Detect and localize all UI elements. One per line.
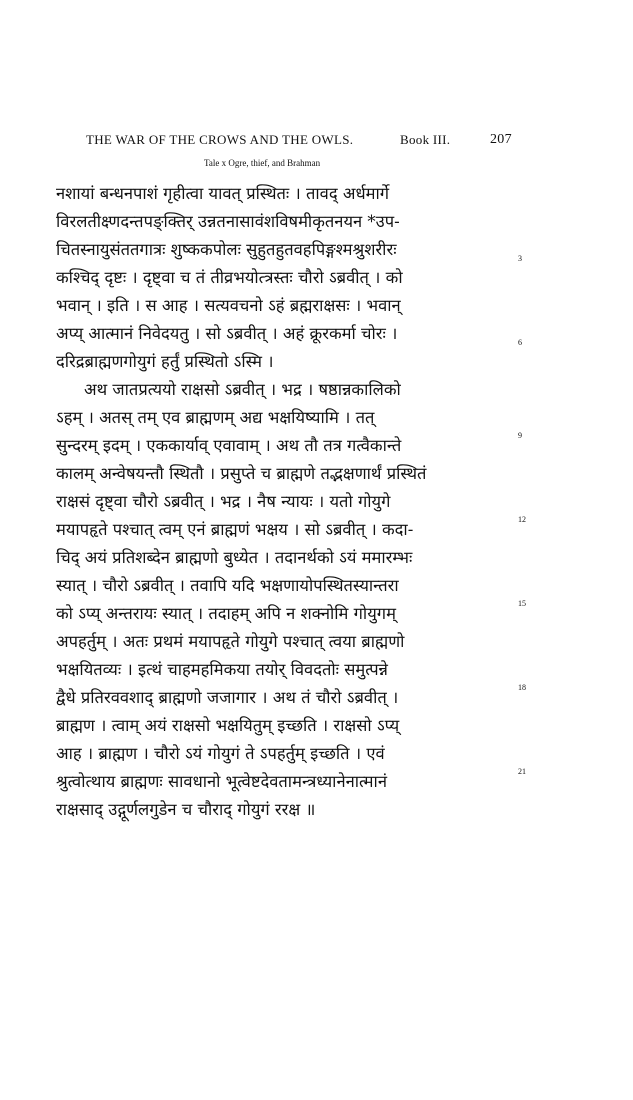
text-line: अप्य् आत्मानं निवेदयतु । सो ऽब्रवीत् । अहं क्रूरकर्मा चोरः । <box>56 324 398 343</box>
text-line: आह । ब्राह्मण । चौरो ऽयं गोयुगं ते ऽपहर्तुम् इच्छति । एवं <box>56 744 385 763</box>
line-number: 6 <box>518 338 522 347</box>
line-number: 12 <box>518 515 526 524</box>
text-line: विरलतीक्ष्णदन्तपङ्क्तिर् उन्नतनासावंशविषमीकृतनयन *उप- <box>56 212 400 231</box>
text-line: द्वैधे प्रतिरववशाद् ब्राह्मणो जजागार । अथ तं चौरो ऽब्रवीत् । <box>56 688 399 707</box>
text-line: स्यात् । चौरो ऽब्रवीत् । तवापि यदि भक्षणायोपस्थितस्यान्तरा <box>56 576 399 595</box>
text-line: मयापहृते पश्चात् त्वम् एनं ब्राह्मणं भक्षय । सो ऽब्रवीत् । कदा- <box>56 520 414 539</box>
text-line: कश्चिद् दृष्टः । दृष्ट्वा च तं तीव्रभयोत्त्रस्तः चौरो ऽब्रवीत् । को <box>56 268 403 287</box>
text-line: दरिद्रब्राह्मणगोयुगं हर्तुं प्रस्थितो ऽस्मि । <box>56 352 274 371</box>
line-number: 21 <box>518 767 526 776</box>
line-number: 18 <box>518 683 526 692</box>
line-number: 3 <box>518 254 522 263</box>
running-title: THE WAR OF THE CROWS AND THE OWLS. <box>86 132 354 147</box>
text-line: को ऽप्य् अन्तरायः स्यात् । तदाहम् अपि न शक्नोमि गोयुगम् <box>56 604 396 623</box>
text-line: राक्षसं दृष्ट्वा चौरो ऽब्रवीत् । भद्र । नैष न्यायः । यतो गोयुगे <box>56 492 391 511</box>
text-line: कालम् अन्वेषयन्तौ स्थितौ । प्रसुप्ते च ब्राह्मणे तद्भक्षणार्थं प्रस्थितं <box>56 464 427 483</box>
text-line: चिद् अयं प्रतिशब्देन ब्राह्मणो बुध्येत । तदानर्थको ऽयं ममारम्भः <box>56 548 413 567</box>
tale-subheading: Tale x Ogre, thief, and Brahman <box>204 158 321 168</box>
text-line: ऽहम् । अतस् तम् एव ब्राह्मणम् अद्य भक्षयिष्यामि । तत् <box>56 408 375 427</box>
line-number: 15 <box>518 599 526 608</box>
text-line: ब्राह्मण । त्वाम् अयं राक्षसो भक्षयितुम् इच्छति । राक्षसो ऽप्य् <box>56 716 400 735</box>
text-line: नशायां बन्धनपाशं गृहीत्वा यावत् प्रस्थितः । तावद् अर्धमार्गे <box>56 184 390 203</box>
page-number: 207 <box>490 132 512 147</box>
text-line: अपहर्तुम् । अतः प्रथमं मयापहृते गोयुगे पश्चात् त्वया ब्राह्मणो <box>56 632 405 651</box>
text-line: भवान् । इति । स आह । सत्यवचनो ऽहं ब्रह्मराक्षसः । भवान् <box>56 296 401 315</box>
text-line: श्रुत्वोत्थाय ब्राह्मणः सावधानो भूत्वेष्टदेवतामन्त्रध्यानेनात्मानं <box>56 772 387 791</box>
text-line: भक्षयितव्यः । इत्थं चाहमहमिकया तयोर् विवदतोः समुत्पन्ने <box>56 660 388 679</box>
text-line: राक्षसाद् उद्गूर्णलगुडेन च चौराद् गोयुगं ररक्ष ॥ <box>56 800 316 819</box>
text-line: अथ जातप्रत्ययो राक्षसो ऽब्रवीत् । भद्र । षष्ठान्नकालिको <box>84 380 401 399</box>
text-line: सुन्दरम् इदम् । एककार्याव् एवावाम् । अथ तौ तत्र गत्वैकान्ते <box>56 436 402 455</box>
text-line: चितस्नायुसंततगात्रः शुष्ककपोलः सुहुतहुतवहपिङ्गश्मश्रुशरीरः <box>56 240 397 259</box>
line-number: 9 <box>518 431 522 440</box>
book-label: Book III. <box>400 132 451 147</box>
sanskrit-text-block <box>56 180 511 824</box>
